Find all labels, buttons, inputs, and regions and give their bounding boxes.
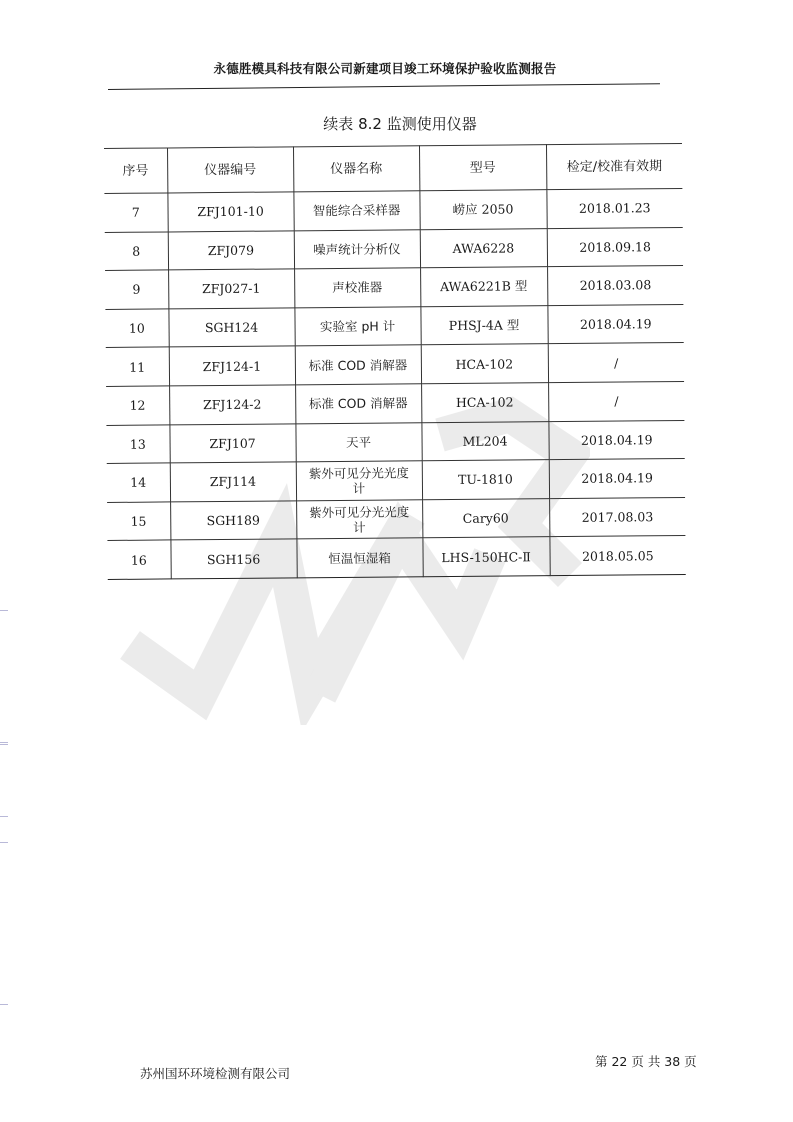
cell-validity: 2018.01.23 <box>546 188 682 228</box>
cell-id: ZFJ101-10 <box>167 192 293 232</box>
table-row <box>106 420 684 464</box>
cell-model: HCA-102 <box>421 344 548 384</box>
cell-model: ML204 <box>421 421 548 461</box>
scan-artifact <box>0 742 8 743</box>
cell-no: 15 <box>107 502 170 541</box>
column-header-no: 序号 <box>104 148 167 194</box>
table-header-row <box>104 143 682 193</box>
table-row <box>106 381 684 425</box>
cell-id: ZFJ079 <box>168 230 294 270</box>
scan-artifact <box>0 744 8 745</box>
table-row <box>105 227 683 271</box>
table-row <box>104 188 682 232</box>
cell-name: 噪声统计分析仪 <box>294 229 420 269</box>
footer-page-number: 第 22 页 共 38 页 <box>595 1054 697 1069</box>
instrument-table <box>104 143 686 580</box>
cell-validity: 2018.03.08 <box>547 266 683 306</box>
report-header-title: 永德胜模具科技有限公司新建项目竣工环境保护验收监测报告 <box>213 61 557 76</box>
cell-id: SGH156 <box>170 539 296 579</box>
table-row <box>107 536 685 580</box>
scan-artifact <box>0 842 8 843</box>
cell-no: 12 <box>106 386 169 425</box>
cell-model: LHS-150HC-Ⅱ <box>422 537 549 577</box>
scan-artifact <box>0 1004 8 1005</box>
column-header-id: 仪器编号 <box>167 147 293 193</box>
cell-validity: 2018.04.19 <box>547 304 683 344</box>
cell-no: 14 <box>107 463 170 502</box>
cell-model: PHSJ-4A 型 <box>420 305 547 345</box>
cell-validity: 2018.04.19 <box>548 420 684 460</box>
cell-validity: 2018.05.05 <box>549 536 685 576</box>
cell-no: 8 <box>105 232 168 271</box>
column-header-validity: 检定/校准有效期 <box>546 143 682 189</box>
column-header-model: 型号 <box>419 145 546 191</box>
cell-validity: 2017.08.03 <box>549 497 685 537</box>
cell-name: 天平 <box>295 422 421 462</box>
footer-company: 苏州国环环境检测有限公司 <box>140 1066 291 1081</box>
cell-id: SGH189 <box>170 501 296 541</box>
cell-name: 紫外可见分光光度计 <box>296 461 422 501</box>
table-caption: 续表 8.2 监测使用仪器 <box>323 115 477 133</box>
table-row <box>105 304 683 348</box>
cell-model: 崂应 2050 <box>419 190 546 230</box>
table-row <box>106 343 684 387</box>
cell-validity: / <box>548 343 684 383</box>
cell-no: 16 <box>107 540 170 579</box>
cell-name: 声校准器 <box>294 268 420 308</box>
table-row <box>105 266 683 310</box>
cell-no: 13 <box>106 425 169 464</box>
cell-no: 7 <box>104 193 167 232</box>
cell-id: ZFJ114 <box>170 462 296 502</box>
instrument-table-wrapper <box>104 143 686 580</box>
cell-id: SGH124 <box>168 308 294 348</box>
cell-validity: / <box>548 381 684 421</box>
scan-artifact <box>0 610 8 611</box>
cell-model: Cary60 <box>422 498 549 538</box>
cell-validity: 2018.04.19 <box>549 459 685 499</box>
table-row <box>107 459 685 503</box>
cell-model: HCA-102 <box>421 383 548 423</box>
cell-model: TU-1810 <box>422 460 549 500</box>
cell-id: ZFJ107 <box>169 423 295 463</box>
header-divider <box>108 83 660 90</box>
cell-model: AWA6221B 型 <box>420 267 547 307</box>
cell-name: 实验室 pH 计 <box>294 307 420 347</box>
cell-name: 智能综合采样器 <box>293 191 419 231</box>
cell-no: 9 <box>105 270 168 309</box>
column-header-name: 仪器名称 <box>293 146 419 192</box>
cell-id: ZFJ027-1 <box>168 269 294 309</box>
cell-name: 标准 COD 消解器 <box>295 384 421 424</box>
cell-name: 标准 COD 消解器 <box>295 345 421 385</box>
cell-id: ZFJ124-1 <box>169 346 295 386</box>
scan-artifact <box>0 816 8 817</box>
cell-no: 10 <box>105 309 168 348</box>
cell-model: AWA6228 <box>420 228 547 268</box>
cell-id: ZFJ124-2 <box>169 385 295 425</box>
cell-validity: 2018.09.18 <box>547 227 683 267</box>
cell-name: 恒温恒湿箱 <box>296 538 422 578</box>
cell-no: 11 <box>106 347 169 386</box>
cell-name: 紫外可见分光光度计 <box>296 499 422 539</box>
table-row <box>107 497 685 541</box>
